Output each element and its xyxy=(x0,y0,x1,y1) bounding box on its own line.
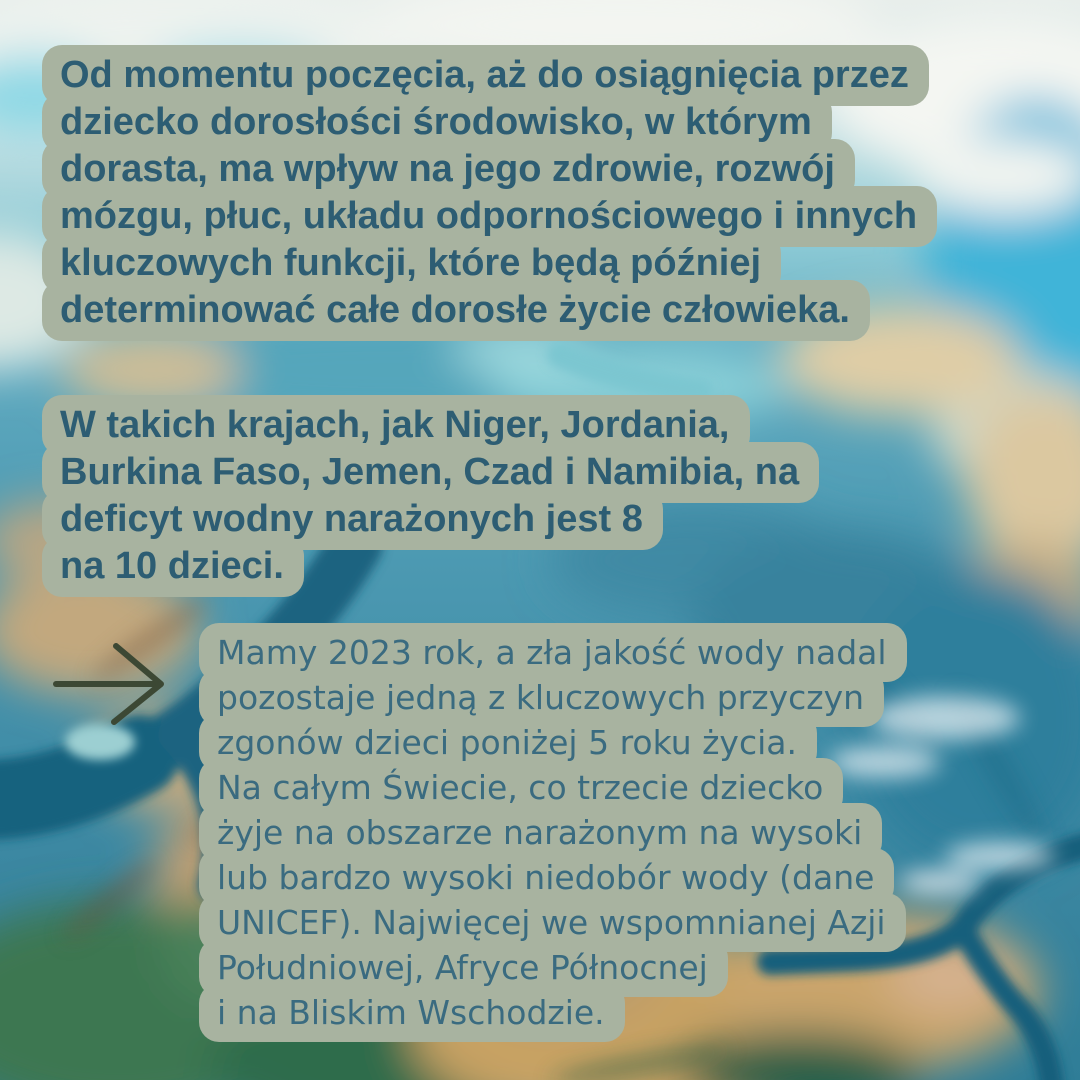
highlight-line xyxy=(60,287,850,334)
intro-line-4: mózgu, płuc, układu odpornościowego i innych xyxy=(60,195,918,237)
stats-line-2: pozostaje jedną z kluczowych przyczyn xyxy=(217,678,865,717)
stats-line-8: Południowej, Afryce Północnej xyxy=(217,948,708,987)
intro-line-5: kluczowych funkcji, które będą później xyxy=(60,242,762,284)
highlight-line xyxy=(217,810,862,855)
highlight-line xyxy=(60,99,812,146)
highlight-line xyxy=(217,900,886,945)
highlight-line xyxy=(217,990,605,1035)
text-block-intro xyxy=(60,52,917,334)
highlight-line xyxy=(60,496,643,543)
highlight-line xyxy=(60,193,917,240)
stats-line-4: Na całym Świecie, co trzecie dziecko xyxy=(217,768,824,807)
arrow-right-icon xyxy=(48,636,178,736)
highlight-line xyxy=(60,240,761,287)
stats-line-9: i na Bliskim Wschodzie. xyxy=(217,993,605,1032)
highlight-line xyxy=(60,146,835,193)
highlight-line xyxy=(60,52,909,99)
intro-line-1: Od momentu poczęcia, aż do osiągnięcia przez xyxy=(60,54,909,96)
highlight-line xyxy=(60,449,799,496)
countries-line-1: W takich krajach, jak Niger, Jordania, xyxy=(60,404,730,446)
text-block-countries xyxy=(60,402,799,590)
countries-line-3: deficyt wodny narażonych jest 8 xyxy=(60,498,643,540)
stats-line-5: żyje na obszarze narażonym na wysoki xyxy=(217,813,863,852)
stats-line-7: UNICEF). Najwięcej we wspomnianej Azji xyxy=(217,903,886,942)
stats-line-1: Mamy 2023 rok, a zła jakość wody nadal xyxy=(217,633,887,672)
highlight-line xyxy=(217,675,864,720)
countries-line-2: Burkina Faso, Jemen, Czad i Namibia, na xyxy=(60,451,800,493)
intro-line-6: determinować całe dorosłe życie człowieka. xyxy=(60,289,850,331)
stats-line-6: lub bardzo wysoki niedobór wody (dane xyxy=(217,858,875,897)
highlight-line xyxy=(217,720,797,765)
highlight-line xyxy=(217,765,823,810)
text-block-stats xyxy=(217,630,887,1035)
countries-line-4: na 10 dzieci. xyxy=(60,545,284,587)
intro-line-2: dziecko dorosłości środowisko, w którym xyxy=(60,101,812,143)
stats-line-3: zgonów dzieci poniżej 5 roku życia. xyxy=(217,723,797,762)
highlight-line xyxy=(60,402,730,449)
highlight-line xyxy=(217,855,874,900)
highlight-line xyxy=(60,543,284,590)
highlight-line xyxy=(217,945,708,990)
intro-line-3: dorasta, ma wpływ na jego zdrowie, rozwój xyxy=(60,148,835,190)
highlight-line xyxy=(217,630,887,675)
